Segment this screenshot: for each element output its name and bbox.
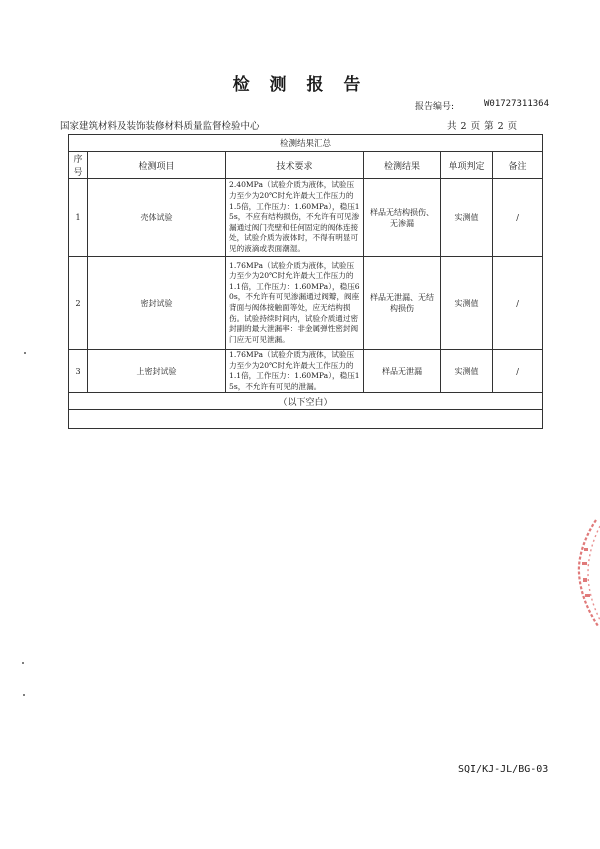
row-number: 3 <box>69 350 88 393</box>
remark: / <box>493 350 543 393</box>
summary-title: 检测结果汇总 <box>69 135 543 152</box>
technical-requirement: 1.76MPa（试验介质为液体，试验压力至少为20℃时允许最大工作压力的1.1倍，工作压力：1.60MPa），稳压15s，不允许有可见的泄漏。 <box>226 350 364 393</box>
column-header-no: 序号 <box>69 152 88 179</box>
scan-speck <box>22 662 24 664</box>
test-item: 密封试验 <box>88 257 226 350</box>
column-header-remark: 备注 <box>493 152 543 179</box>
column-header-row <box>69 152 543 179</box>
page-count: 共 2 页 第 2 页 <box>447 121 518 132</box>
seal-stamp-edge-icon <box>566 518 600 628</box>
technical-requirement: 2.40MPa（试验介质为液体，试验压力至少为20℃时允许最大工作压力的1.5倍，工作压力：1.60MPa），稳压15s，不应有结构损伤，不允许有可见渗漏通过阀门壳壁和任何固定的阀体连接处，试验介质为液体时，不得有明显可见的液滴或表面潮湿。 <box>226 179 364 257</box>
test-item: 壳体试验 <box>88 179 226 257</box>
column-header-item: 检测项目 <box>88 152 226 179</box>
results-table <box>68 134 543 429</box>
scan-speck <box>24 352 26 354</box>
test-result: 样品无结构损伤、无渗漏 <box>364 179 441 257</box>
remark: / <box>493 257 543 350</box>
blank-area <box>69 410 543 429</box>
scan-speck <box>23 694 25 696</box>
remark: / <box>493 179 543 257</box>
blank-note-row <box>69 393 543 410</box>
column-header-judgement: 单项判定 <box>441 152 493 179</box>
blank-tail-row <box>69 410 543 429</box>
report-number-label: 报告编号: <box>415 102 455 112</box>
blank-note: （以下空白） <box>69 393 543 410</box>
technical-requirement: 1.76MPa（试验介质为液体，试验压力至少为20℃时允许最大工作压力的1.1倍，工作压力：1.60MPa），稳压60s，不允许有可见渗漏通过阀瓣，阀座背面与阀体接触面等处，应无结构损伤。试验持续时间内，试验介质通过密封副的最大泄漏率：非金属弹性密封阀门应无可见泄漏。 <box>226 257 364 350</box>
judgement: 实测值 <box>441 179 493 257</box>
document-code: SQI/KJ-JL/BG-03 <box>458 764 549 775</box>
table-row <box>69 257 543 350</box>
table-row <box>69 179 543 257</box>
judgement: 实测值 <box>441 350 493 393</box>
column-header-result: 检测结果 <box>364 152 441 179</box>
report-title: 检 测 报 告 <box>232 75 368 95</box>
row-number: 2 <box>69 257 88 350</box>
judgement: 实测值 <box>441 257 493 350</box>
test-result: 样品无泄漏 <box>364 350 441 393</box>
column-header-requirement: 技术要求 <box>226 152 364 179</box>
report-number: W01727311364 <box>484 99 550 109</box>
test-result: 样品无泄漏、无结构损伤 <box>364 257 441 350</box>
table-row <box>69 350 543 393</box>
summary-header-row <box>69 135 543 152</box>
test-item: 上密封试验 <box>88 350 226 393</box>
testing-center-name: 国家建筑材料及装饰装修材料质量监督检验中心 <box>60 121 260 132</box>
row-number: 1 <box>69 179 88 257</box>
